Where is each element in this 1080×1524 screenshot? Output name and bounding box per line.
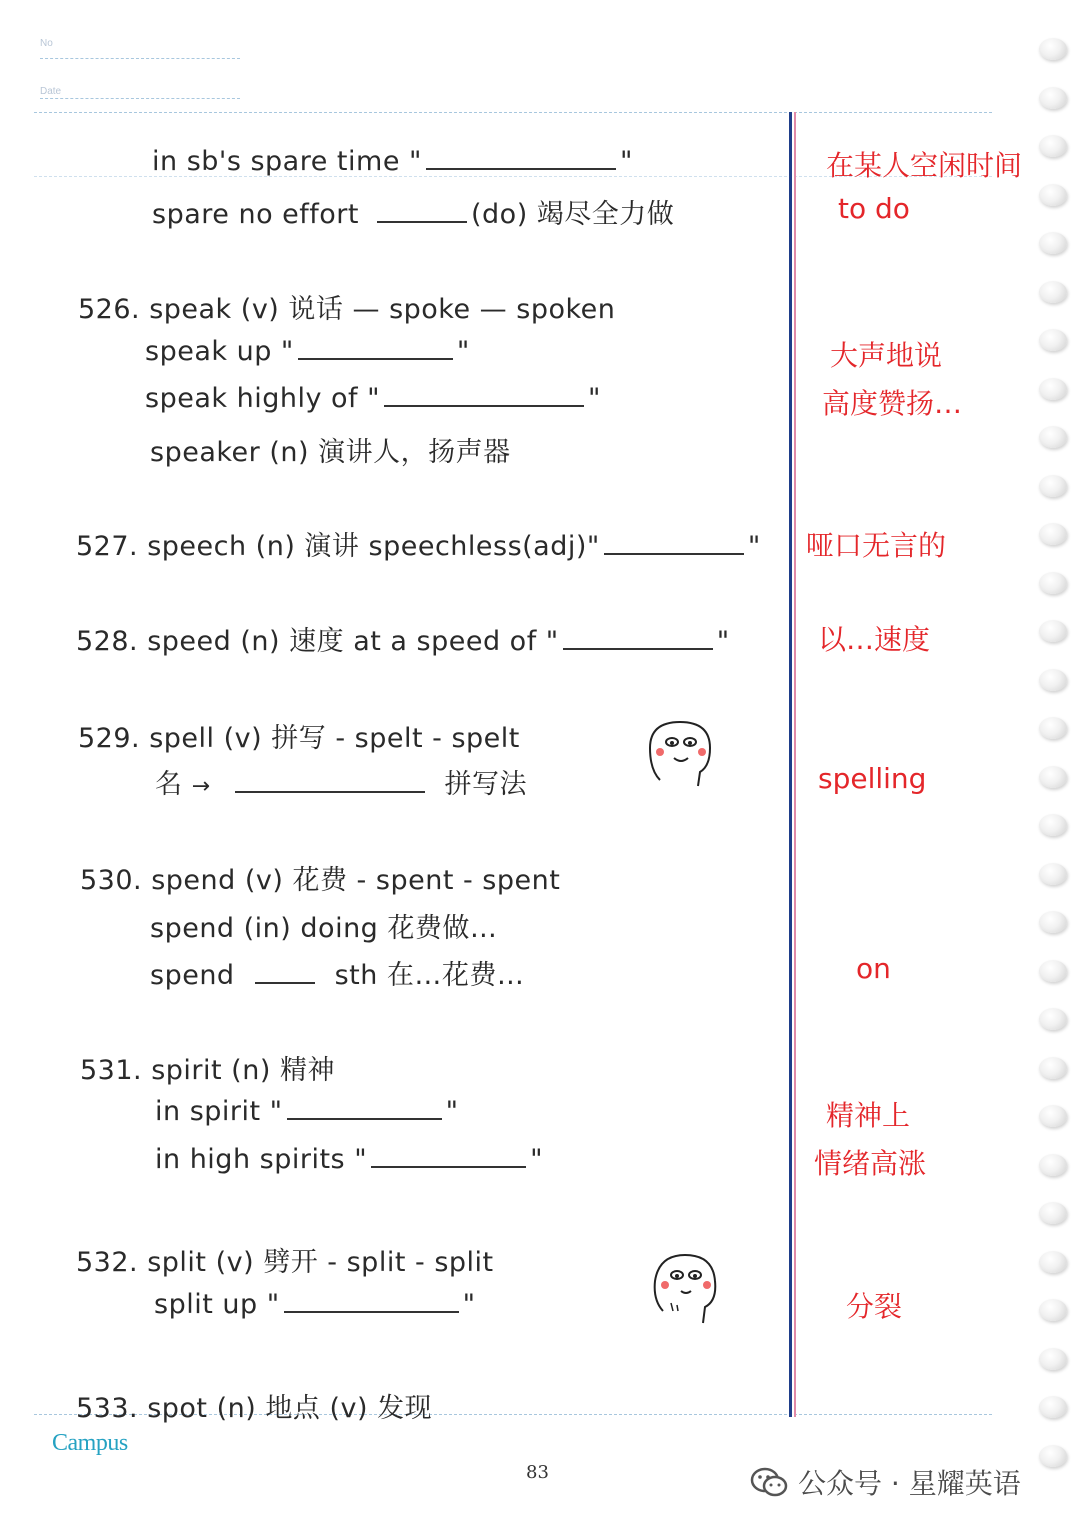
binding-ring [1039, 766, 1067, 788]
binding-ring [1039, 620, 1067, 642]
binding-ring [1039, 1154, 1067, 1176]
binding-ring [1039, 717, 1067, 739]
top-rule [34, 112, 992, 113]
wechat-icon [750, 1467, 788, 1497]
entry-heading: 529. spell (v) 拼写 - spelt - spelt [78, 723, 520, 754]
smiley-doodle-icon [640, 710, 720, 790]
binding-ring [1039, 1348, 1067, 1370]
answer-text: 精神上 [826, 1099, 911, 1132]
binding-ring [1039, 814, 1067, 836]
binding-ring [1039, 1396, 1067, 1418]
answer-text: 大声地说 [830, 339, 943, 372]
binding-ring [1039, 378, 1067, 400]
binding-ring [1039, 669, 1067, 691]
answer-text: 高度赞扬… [822, 387, 963, 420]
entry-line: speak up " " [145, 336, 470, 367]
header-date-line [40, 98, 240, 99]
entry-heading: 530. spend (v) 花费 - spent - spent [80, 865, 561, 896]
entry-line: spend (in) doing 花费做… [150, 913, 498, 944]
binding-ring [1039, 960, 1067, 982]
entry-line: in spirit " " [155, 1096, 459, 1127]
entry-heading: 527. speech (n) 演讲 speechless(adj)" " [76, 531, 761, 562]
watermark [750, 1462, 1021, 1502]
binding-ring [1039, 1202, 1067, 1224]
binding-ring [1039, 281, 1067, 303]
binding-ring [1039, 1251, 1067, 1273]
entry-line: spend sth 在…花费… [150, 960, 525, 991]
binding-ring [1039, 911, 1067, 933]
binding-ring [1039, 232, 1067, 254]
entry-line: speaker (n) 演讲人，扬声器 [150, 437, 511, 468]
entry-line: split up " " [154, 1289, 476, 1320]
answer-text: 以…速度 [818, 623, 931, 656]
entry-heading: 532. split (v) 劈开 - split - split [76, 1247, 494, 1278]
answer-text: spelling [818, 762, 927, 795]
page-number: 83 [526, 1462, 549, 1483]
watermark-text: 公众号 · 星耀英语 [798, 1467, 1021, 1500]
binding-ring [1039, 38, 1067, 60]
binding-ring [1039, 475, 1067, 497]
binding-ring [1039, 863, 1067, 885]
date-label: Date [40, 86, 62, 97]
smiley-doodle-icon [645, 1245, 725, 1325]
entry-heading: 531. spirit (n) 精神 [80, 1055, 335, 1086]
answer-text: 哑口无言的 [806, 529, 947, 562]
entry-heading: 528. speed (n) 速度 at a speed of " " [76, 626, 730, 657]
answer-text: to do [838, 192, 910, 225]
binding-ring [1039, 1008, 1067, 1030]
margin-line-blue [789, 112, 792, 1417]
binding-ring [1039, 184, 1067, 206]
brand-logo: Campus [52, 1430, 128, 1456]
binding-ring [1039, 426, 1067, 448]
answer-text: 情绪高涨 [814, 1147, 927, 1180]
binding-ring [1039, 1105, 1067, 1127]
no-label: No [40, 38, 53, 49]
binding-ring [1039, 87, 1067, 109]
header-no-line [40, 58, 240, 59]
entry-line: 名 → 拼写法 [155, 769, 528, 800]
entry-line: speak highly of " " [145, 383, 601, 414]
answer-text: on [856, 952, 891, 985]
entry-line: spare no effort (do) 竭尽全力做 [152, 199, 675, 230]
binding-ring [1039, 1057, 1067, 1079]
binding-ring [1039, 135, 1067, 157]
binding-ring [1039, 523, 1067, 545]
entry-line: in sb's spare time " " [152, 146, 633, 177]
answer-text: 在某人空闲时间 [826, 149, 1023, 182]
entry-heading: 533. spot (n) 地点 (v) 发现 [76, 1393, 433, 1424]
entry-heading: 526. speak (v) 说话 — spoke — spoken [78, 294, 616, 325]
binding-ring [1039, 1445, 1067, 1467]
answer-text: 分裂 [846, 1290, 903, 1323]
margin-line-pink [794, 112, 796, 1417]
entry-line: in high spirits " " [155, 1144, 544, 1175]
binding-ring [1039, 572, 1067, 594]
binding-ring [1039, 1299, 1067, 1321]
binding-ring [1039, 329, 1067, 351]
